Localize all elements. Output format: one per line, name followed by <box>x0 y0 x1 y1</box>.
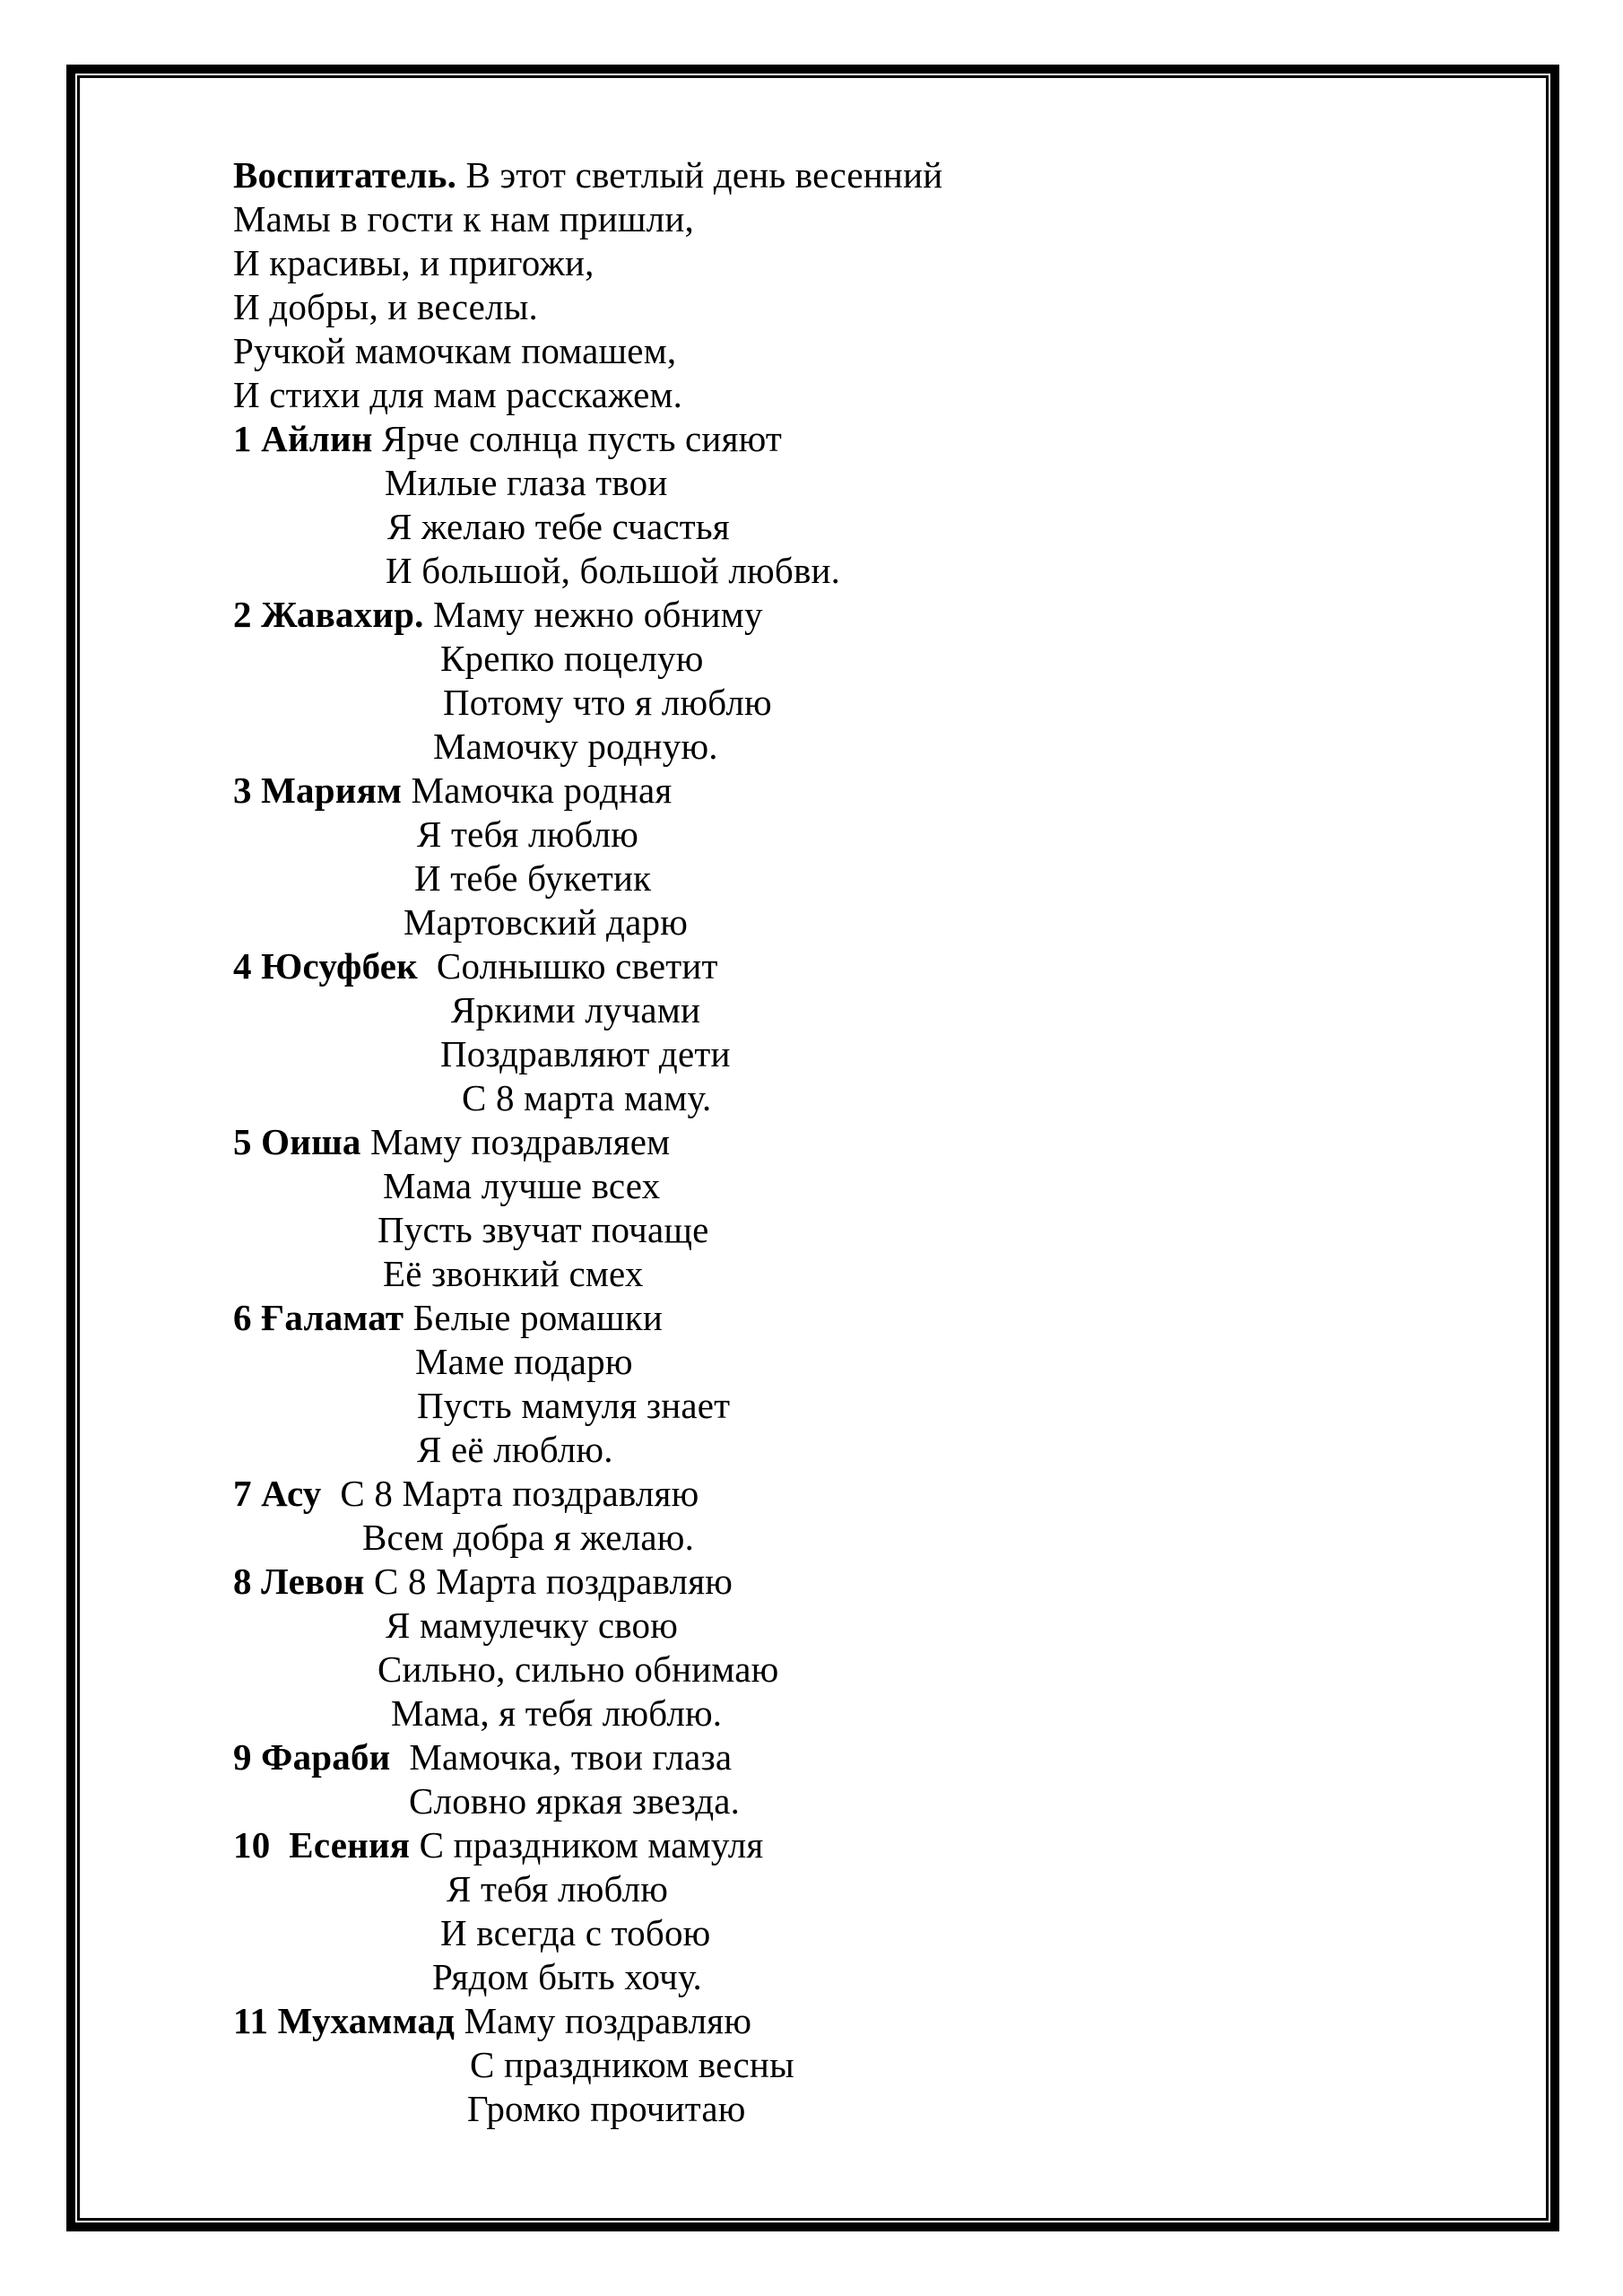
line-text: Пусть мамуля знает <box>417 1385 731 1426</box>
speaker-name: 6 Ғаламат <box>233 1297 404 1338</box>
line-text: Рядом быть хочу. <box>432 1956 702 1997</box>
line-text: Милые глаза твои <box>385 462 668 503</box>
line-text: Крепко поцелую <box>440 638 704 679</box>
line-text: Маме подарю <box>415 1341 633 1382</box>
script-line <box>233 1735 1488 1779</box>
speaker-name: Воспитатель. <box>233 154 457 196</box>
line-text: Мама, я тебя люблю. <box>391 1692 723 1734</box>
script-line <box>233 1208 1488 1252</box>
line-text: Мамочка родная <box>402 770 673 811</box>
script-line <box>233 285 1488 329</box>
line-text: Мамочка, твои глаза <box>390 1736 733 1778</box>
line-text: Сильно, сильно обнимаю <box>378 1648 779 1690</box>
script-line <box>233 1867 1488 1911</box>
line-text: Громко прочитаю <box>467 2088 746 2129</box>
line-text: Я её люблю. <box>417 1429 613 1470</box>
line-text: Маму поздравляю <box>455 2000 752 2041</box>
line-text: Пусть звучат почаще <box>378 1209 709 1250</box>
speaker-name: 11 Мухаммад <box>233 2000 456 2041</box>
line-text: И добры, и веселы. <box>233 286 538 327</box>
line-text: Потому что я люблю <box>443 682 772 723</box>
line-text: С 8 Марта поздравляю <box>321 1473 699 1514</box>
script-line <box>233 1164 1488 1208</box>
speaker-name: 4 Юсуфбек <box>233 945 418 987</box>
script-line <box>233 1076 1488 1120</box>
line-text: Ярче солнца пусть сияют <box>372 418 783 459</box>
line-text: Маму нежно обниму <box>423 594 763 635</box>
script-line <box>233 1604 1488 1648</box>
line-text: Маму поздравляем <box>360 1121 671 1162</box>
line-text: Белые ромашки <box>404 1297 663 1338</box>
speaker-name: 9 Фараби <box>233 1736 391 1778</box>
line-text: Её звонкий смех <box>383 1253 644 1294</box>
script-line <box>233 1340 1488 1384</box>
script-line <box>233 373 1488 417</box>
line-text: Я тебя люблю <box>417 813 639 855</box>
script-line <box>233 1032 1488 1076</box>
line-text: Мамы в гости к нам пришли, <box>233 198 694 239</box>
script-line <box>233 1472 1488 1516</box>
line-text: С праздником весны <box>470 2044 794 2085</box>
script-line <box>233 1823 1488 1867</box>
line-text: Поздравляют дети <box>440 1033 731 1074</box>
script-line <box>233 549 1488 593</box>
script-line <box>233 1516 1488 1560</box>
line-text: Мама лучше всех <box>383 1165 661 1206</box>
line-text: И большой, большой любви. <box>386 550 841 591</box>
script-line <box>233 681 1488 725</box>
speaker-name: 8 Левон <box>233 1561 365 1602</box>
line-text: И красивы, и пригожи, <box>233 242 595 283</box>
line-text: Ручкой мамочкам помашем, <box>233 330 677 371</box>
line-text: Мартовский дарю <box>404 901 689 943</box>
script-line <box>233 1252 1488 1296</box>
line-text: И всегда с тобою <box>440 1912 711 1953</box>
script-line <box>233 1560 1488 1604</box>
script-line <box>233 769 1488 813</box>
script-line <box>233 329 1488 373</box>
line-text: Всем добра я желаю. <box>362 1517 695 1558</box>
script-line <box>233 505 1488 549</box>
script-line <box>233 1428 1488 1472</box>
script-line <box>233 944 1488 988</box>
script-line <box>233 417 1488 461</box>
script-line <box>233 813 1488 857</box>
script-line <box>233 2043 1488 2087</box>
script-line <box>233 988 1488 1032</box>
script-line <box>233 725 1488 769</box>
line-text: Мамочку родную. <box>433 726 718 767</box>
line-text: Словно яркая звезда. <box>409 1780 741 1822</box>
script-line <box>233 637 1488 681</box>
line-text: Я желаю тебе счастья <box>387 506 730 547</box>
line-text: Я мамулечку свою <box>386 1605 679 1646</box>
speaker-name: 2 Жавахир. <box>233 594 424 635</box>
line-text: С 8 марта маму. <box>462 1077 712 1118</box>
line-text: Солнышко светит <box>418 945 718 987</box>
script-text <box>233 153 1488 2131</box>
line-text: С 8 Марта поздравляю <box>364 1561 733 1602</box>
line-text: Я тебя люблю <box>447 1868 669 1909</box>
line-text: Яркими лучами <box>451 989 701 1031</box>
line-text: В этот светлый день весенний <box>456 154 943 196</box>
script-line <box>233 197 1488 241</box>
script-line <box>233 1999 1488 2043</box>
speaker-name: 3 Мариям <box>233 770 403 811</box>
script-line <box>233 857 1488 900</box>
script-line <box>233 1296 1488 1340</box>
script-line <box>233 593 1488 637</box>
script-line <box>233 1120 1488 1164</box>
script-line <box>233 1692 1488 1735</box>
line-text: И тебе букетик <box>414 857 652 899</box>
script-line <box>233 1648 1488 1692</box>
script-line <box>233 900 1488 944</box>
script-line <box>233 1911 1488 1955</box>
script-line <box>233 461 1488 505</box>
speaker-name: 1 Айлин <box>233 418 373 459</box>
line-text: И стихи для мам расскажем. <box>233 374 683 415</box>
speaker-name: 5 Оиша <box>233 1121 361 1162</box>
script-line <box>233 241 1488 285</box>
script-line <box>233 1384 1488 1428</box>
script-line <box>233 1955 1488 1999</box>
script-line <box>233 2087 1488 2131</box>
script-line <box>233 153 1488 197</box>
script-line <box>233 1779 1488 1823</box>
speaker-name: 7 Асу <box>233 1473 322 1514</box>
line-text: С праздником мамуля <box>410 1824 764 1866</box>
speaker-name: 10 Есения <box>233 1824 411 1866</box>
